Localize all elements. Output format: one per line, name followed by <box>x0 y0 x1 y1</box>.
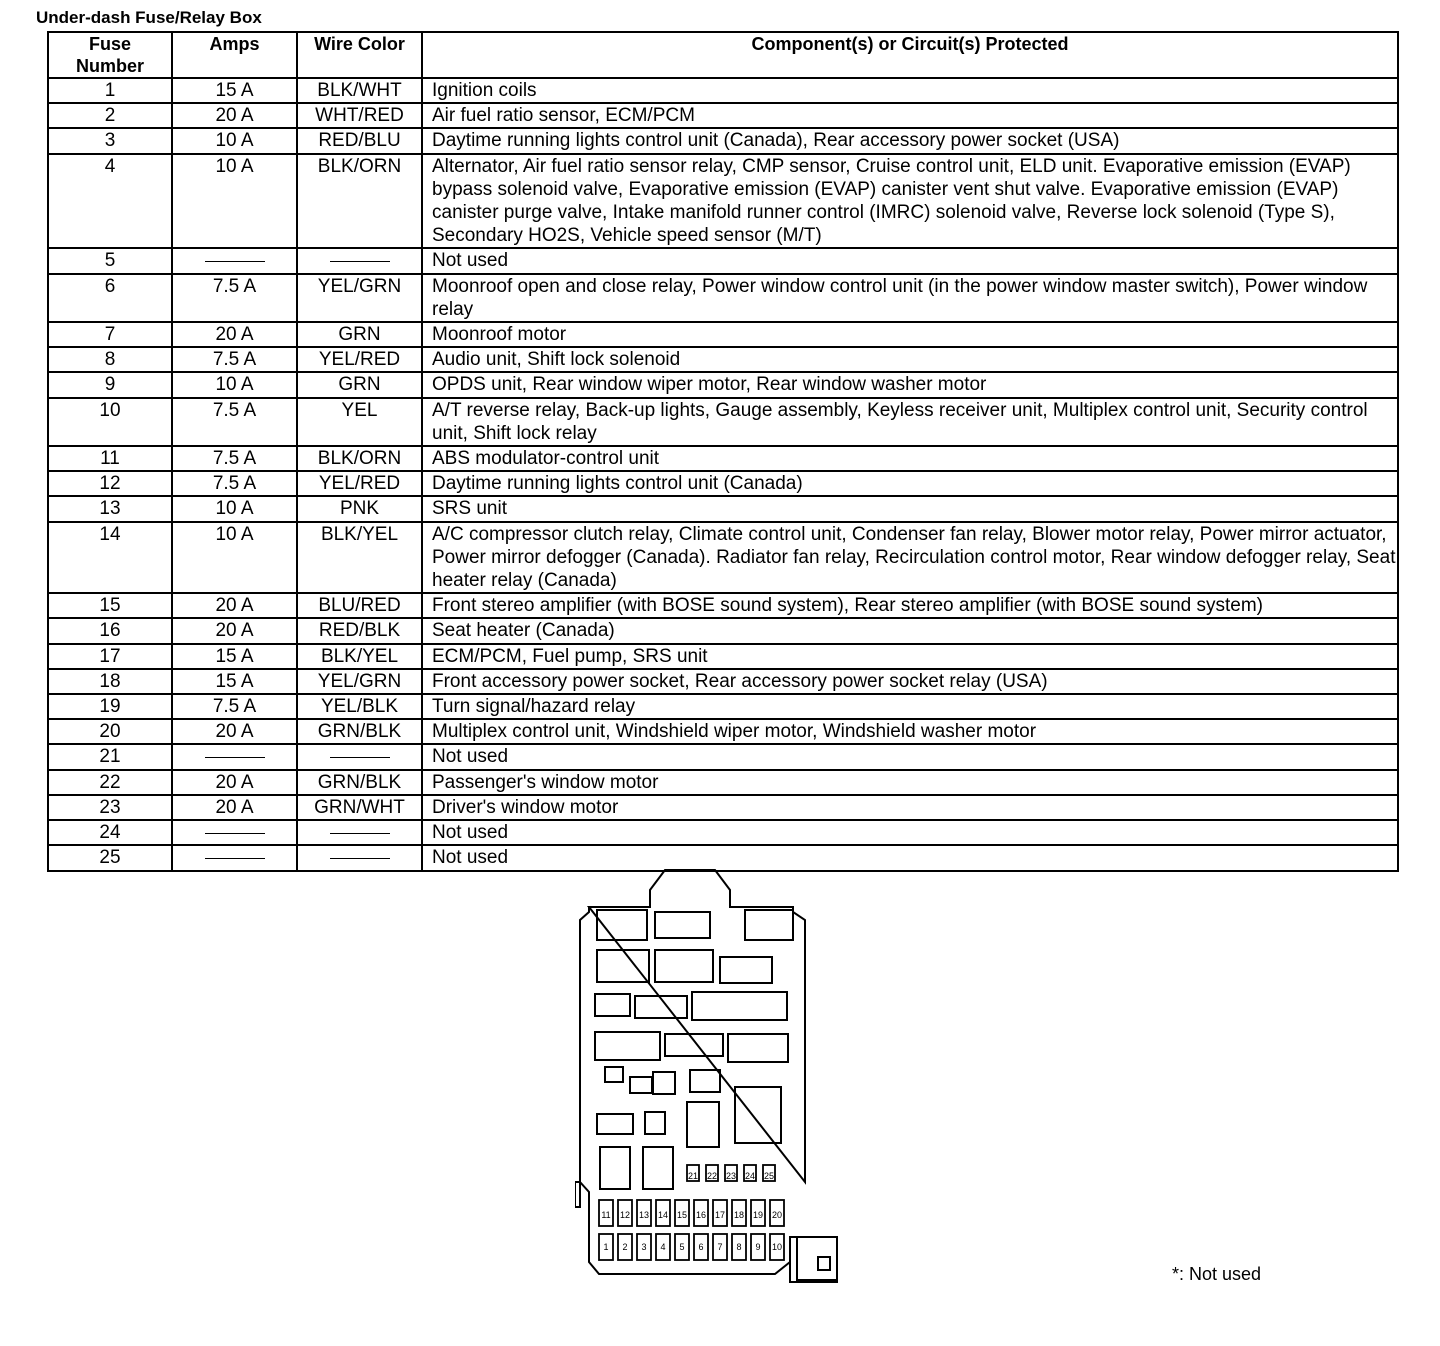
fuse-slot-label: 11 <box>601 1210 611 1220</box>
table-row <box>48 322 1398 347</box>
wire-color-cell: YEL/GRN <box>297 669 422 694</box>
fuse-number-cell: 8 <box>48 347 172 372</box>
wire-color-cell: PNK <box>297 496 422 521</box>
component-cell: Daytime running lights control unit (Canada) <box>422 471 1398 496</box>
amps-cell: 10 A <box>172 522 297 594</box>
component-cell: Ignition coils <box>422 78 1398 103</box>
table-row <box>48 593 1398 618</box>
table-row <box>48 644 1398 669</box>
fuse-slot-label: 14 <box>657 1210 669 1220</box>
fuse-slot-label: 3 <box>641 1242 647 1252</box>
amps-cell <box>172 845 297 870</box>
wire-color-cell: GRN/WHT <box>297 795 422 820</box>
fuse-number-cell: 11 <box>48 446 172 471</box>
amps-cell: 10 A <box>172 496 297 521</box>
fuse-slot-label: 15 <box>676 1210 688 1220</box>
fuse-number-cell: 20 <box>48 719 172 744</box>
fuse-number-cell: 13 <box>48 496 172 521</box>
fuse-number-cell: 4 <box>48 154 172 249</box>
wire-color-cell: YEL <box>297 398 422 446</box>
component-cell: ECM/PCM, Fuel pump, SRS unit <box>422 644 1398 669</box>
amps-cell: 15 A <box>172 78 297 103</box>
fuse-number-cell: 24 <box>48 820 172 845</box>
component-cell: Seat heater (Canada) <box>422 618 1398 643</box>
fuse-table <box>47 31 1399 872</box>
fuse-number-cell: 2 <box>48 103 172 128</box>
component-cell: Moonroof open and close relay, Power window control unit (in the power window master switch), Power window relay <box>422 274 1398 322</box>
table-row <box>48 274 1398 322</box>
component-cell: SRS unit <box>422 496 1398 521</box>
table-row <box>48 471 1398 496</box>
empty-dash <box>205 757 265 758</box>
table-row <box>48 694 1398 719</box>
component-cell: A/T reverse relay, Back-up lights, Gauge assembly, Keyless receiver unit, Multiplex control unit, Security control unit, Shift lock relay <box>422 398 1398 446</box>
fuse-slot-label: 18 <box>733 1210 745 1220</box>
table-row <box>48 154 1398 249</box>
table-row <box>48 770 1398 795</box>
amps-cell: 15 A <box>172 644 297 669</box>
fuse-number-cell: 25 <box>48 845 172 870</box>
component-cell: Passenger's window motor <box>422 770 1398 795</box>
wire-color-cell: YEL/RED <box>297 471 422 496</box>
fuse-slot-label: 7 <box>717 1242 723 1252</box>
fuse-number-cell: 16 <box>48 618 172 643</box>
amps-cell: 20 A <box>172 719 297 744</box>
fuse-slot-label: 13 <box>638 1210 650 1220</box>
table-row <box>48 78 1398 103</box>
wire-color-cell: GRN/BLK <box>297 770 422 795</box>
wire-color-cell: BLU/RED <box>297 593 422 618</box>
fuse-number-cell: 7 <box>48 322 172 347</box>
wire-color-cell <box>297 845 422 870</box>
table-row <box>48 347 1398 372</box>
fuse-number-cell: 9 <box>48 372 172 397</box>
table-row <box>48 128 1398 153</box>
amps-cell <box>172 820 297 845</box>
empty-dash <box>330 833 390 834</box>
amps-cell: 7.5 A <box>172 471 297 496</box>
component-cell: Driver's window motor <box>422 795 1398 820</box>
fuse-slot-label: 20 <box>771 1210 783 1220</box>
fuse-number-cell: 12 <box>48 471 172 496</box>
amps-cell <box>172 744 297 769</box>
amps-cell: 20 A <box>172 103 297 128</box>
wire-color-cell: GRN/BLK <box>297 719 422 744</box>
fuse-number-cell: 19 <box>48 694 172 719</box>
amps-cell: 7.5 A <box>172 398 297 446</box>
component-cell: Not used <box>422 820 1398 845</box>
amps-cell: 10 A <box>172 372 297 397</box>
fuse-slot-label: 12 <box>619 1210 631 1220</box>
fuse-slot-label: 22 <box>706 1171 718 1181</box>
table-header-row <box>48 32 1398 78</box>
empty-dash <box>205 833 265 834</box>
wire-color-cell: BLK/YEL <box>297 644 422 669</box>
wire-color-cell: RED/BLU <box>297 128 422 153</box>
component-cell: Air fuel ratio sensor, ECM/PCM <box>422 103 1398 128</box>
component-cell: Front accessory power socket, Rear accessory power socket relay (USA) <box>422 669 1398 694</box>
header-wire-color: Wire Color <box>297 32 422 78</box>
amps-cell: 7.5 A <box>172 694 297 719</box>
amps-cell: 7.5 A <box>172 274 297 322</box>
footnote: *: Not used <box>1172 1264 1262 1284</box>
empty-dash <box>205 261 265 262</box>
fuse-labels <box>601 1171 782 1252</box>
component-cell: ABS modulator-control unit <box>422 446 1398 471</box>
fuse-slot-label: 8 <box>736 1242 742 1252</box>
page-title: Under-dash Fuse/Relay Box <box>36 8 262 27</box>
component-cell: A/C compressor clutch relay, Climate control unit, Condenser fan relay, Blower motor relay, Power mirror actuator, Power mirror defogger (Canada). Radiator fan relay, Recirculation control motor, Rear window defogger relay, Seat heater relay (Canada) <box>422 522 1398 594</box>
component-cell: Turn signal/hazard relay <box>422 694 1398 719</box>
component-cell: Moonroof motor <box>422 322 1398 347</box>
wire-color-cell: GRN <box>297 372 422 397</box>
fuse-slot-label: 4 <box>660 1242 666 1252</box>
table-row <box>48 372 1398 397</box>
amps-cell: 20 A <box>172 795 297 820</box>
table-row <box>48 669 1398 694</box>
wire-color-cell <box>297 820 422 845</box>
fuse-number-cell: 21 <box>48 744 172 769</box>
empty-dash <box>330 858 390 859</box>
component-cell: Multiplex control unit, Windshield wiper motor, Windshield washer motor <box>422 719 1398 744</box>
fuse-number-cell: 15 <box>48 593 172 618</box>
amps-cell <box>172 248 297 273</box>
wire-color-cell: BLK/ORN <box>297 446 422 471</box>
amps-cell: 20 A <box>172 770 297 795</box>
fuse-slot-label: 23 <box>725 1171 737 1181</box>
fuse-number-cell: 5 <box>48 248 172 273</box>
wire-color-cell: RED/BLK <box>297 618 422 643</box>
component-cell: Audio unit, Shift lock solenoid <box>422 347 1398 372</box>
table-row <box>48 446 1398 471</box>
fuse-number-cell: 14 <box>48 522 172 594</box>
fuse-slot-label: 5 <box>679 1242 685 1252</box>
table-row <box>48 618 1398 643</box>
empty-dash <box>330 757 390 758</box>
fuse-number-cell: 3 <box>48 128 172 153</box>
wire-color-cell <box>297 248 422 273</box>
fuse-slot-label: 10 <box>771 1242 783 1252</box>
wire-color-cell: BLK/WHT <box>297 78 422 103</box>
fuse-slot-label: 19 <box>752 1210 764 1220</box>
fuse-number-cell: 23 <box>48 795 172 820</box>
wire-color-cell <box>297 744 422 769</box>
fuse-slot-label: 17 <box>714 1210 726 1220</box>
fuse-slot-label: 24 <box>744 1171 756 1181</box>
table-row <box>48 398 1398 446</box>
empty-dash <box>205 858 265 859</box>
table-row <box>48 248 1398 273</box>
component-cell: Alternator, Air fuel ratio sensor relay, CMP sensor, Cruise control unit, ELD unit. Evaporative emission (EVAP) bypass solenoid valve, Evaporative emission (EVAP) canister vent shut valve. Evaporative emission (EVAP) canister purge valve, Intake manifold runner control (IMRC) solenoid valve, Reverse lock solenoid (Type S), Secondary HO2S, Vehicle speed sensor (M/T) <box>422 154 1398 249</box>
component-cell: Front stereo amplifier (with BOSE sound system), Rear stereo amplifier (with BOSE sound system) <box>422 593 1398 618</box>
fuse-box-diagram <box>575 862 845 1287</box>
amps-cell: 7.5 A <box>172 446 297 471</box>
fuse-table-body <box>48 78 1398 871</box>
fuse-slot-label: 2 <box>622 1242 628 1252</box>
amps-cell: 15 A <box>172 669 297 694</box>
wire-color-cell: YEL/RED <box>297 347 422 372</box>
table-row <box>48 795 1398 820</box>
table-row <box>48 719 1398 744</box>
fuse-slot-label: 1 <box>603 1242 609 1252</box>
fuse-number-cell: 22 <box>48 770 172 795</box>
wire-color-cell: BLK/YEL <box>297 522 422 594</box>
header-amps: Amps <box>172 32 297 78</box>
wire-color-cell: WHT/RED <box>297 103 422 128</box>
component-cell: Not used <box>422 744 1398 769</box>
fuse-slot-label: 9 <box>755 1242 761 1252</box>
fuse-slot-label: 6 <box>698 1242 704 1252</box>
header-fuse-number: Fuse Number <box>48 32 172 78</box>
fuse-slot-label: 25 <box>763 1171 775 1181</box>
table-row <box>48 744 1398 769</box>
amps-cell: 20 A <box>172 322 297 347</box>
amps-cell: 7.5 A <box>172 347 297 372</box>
fuse-slot-label: 21 <box>687 1171 699 1181</box>
fuse-number-cell: 17 <box>48 644 172 669</box>
fuse-number-cell: 10 <box>48 398 172 446</box>
wire-color-cell: YEL/GRN <box>297 274 422 322</box>
fuse-slot-label: 16 <box>695 1210 707 1220</box>
table-row <box>48 522 1398 594</box>
table-row <box>48 496 1398 521</box>
amps-cell: 10 A <box>172 128 297 153</box>
table-row <box>48 103 1398 128</box>
amps-cell: 20 A <box>172 593 297 618</box>
component-cell: OPDS unit, Rear window wiper motor, Rear window washer motor <box>422 372 1398 397</box>
component-cell: Not used <box>422 248 1398 273</box>
fuse-number-cell: 6 <box>48 274 172 322</box>
wire-color-cell: GRN <box>297 322 422 347</box>
component-cell: Daytime running lights control unit (Canada), Rear accessory power socket (USA) <box>422 128 1398 153</box>
component-cell: Not used <box>422 845 1398 870</box>
amps-cell: 10 A <box>172 154 297 249</box>
wire-color-cell: YEL/BLK <box>297 694 422 719</box>
header-component: Component(s) or Circuit(s) Protected <box>422 32 1398 78</box>
wire-color-cell: BLK/ORN <box>297 154 422 249</box>
amps-cell: 20 A <box>172 618 297 643</box>
fuse-number-cell: 18 <box>48 669 172 694</box>
fuse-number-cell: 1 <box>48 78 172 103</box>
table-row <box>48 820 1398 845</box>
empty-dash <box>330 261 390 262</box>
